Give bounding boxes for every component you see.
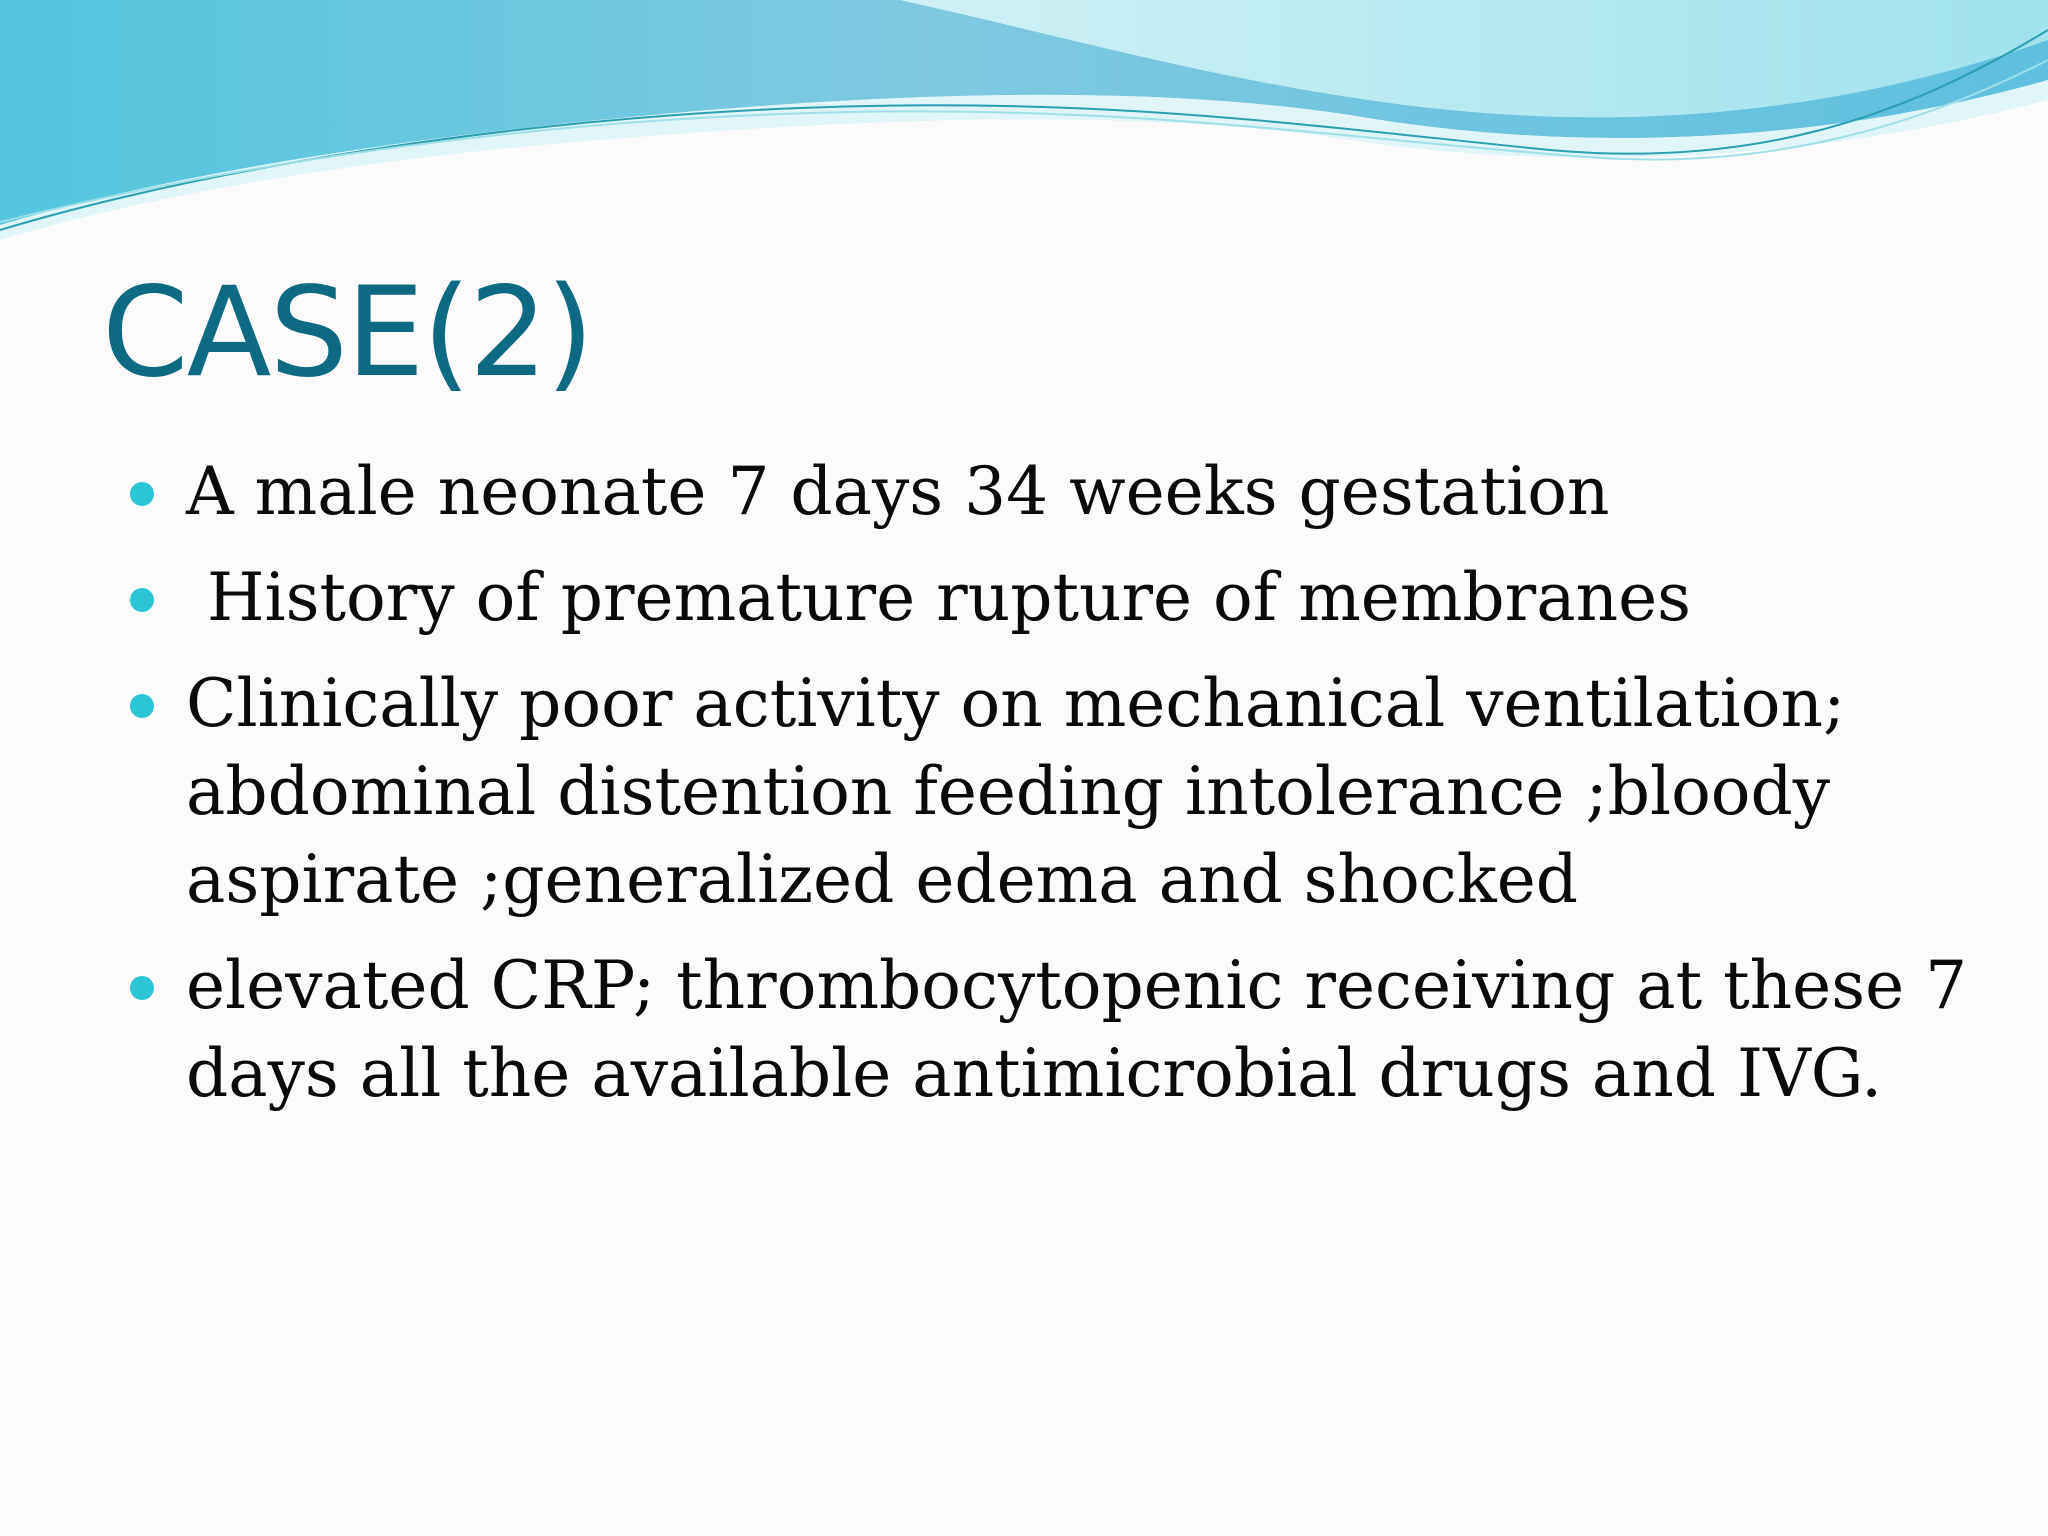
bullet-item	[128, 942, 2008, 1118]
bullet-item	[128, 660, 2008, 924]
bullet-text: elevated CRP; thrombocytopenic receiving at these 7 days all the available antimicrobial drugs and IVG.	[186, 947, 1968, 1112]
slide-title: CASE(2)	[102, 261, 593, 405]
bullet-text: History of premature rupture of membranes	[186, 559, 1692, 636]
bullet-text: Clinically poor activity on mechanical ventilation; abdominal distention feeding intolerance ;bloody aspirate ;generalized edema and shocked	[186, 665, 1846, 918]
circle-bullet-icon	[130, 588, 154, 612]
bullet-item	[128, 554, 2008, 642]
header-wave-decoration	[0, 0, 2048, 260]
bullet-text: A male neonate 7 days 34 weeks gestation	[186, 453, 1610, 530]
circle-bullet-icon	[130, 694, 154, 718]
bullet-item	[128, 448, 2008, 536]
circle-bullet-icon	[130, 976, 154, 1000]
circle-bullet-icon	[130, 482, 154, 506]
bullet-list	[128, 448, 2008, 1136]
